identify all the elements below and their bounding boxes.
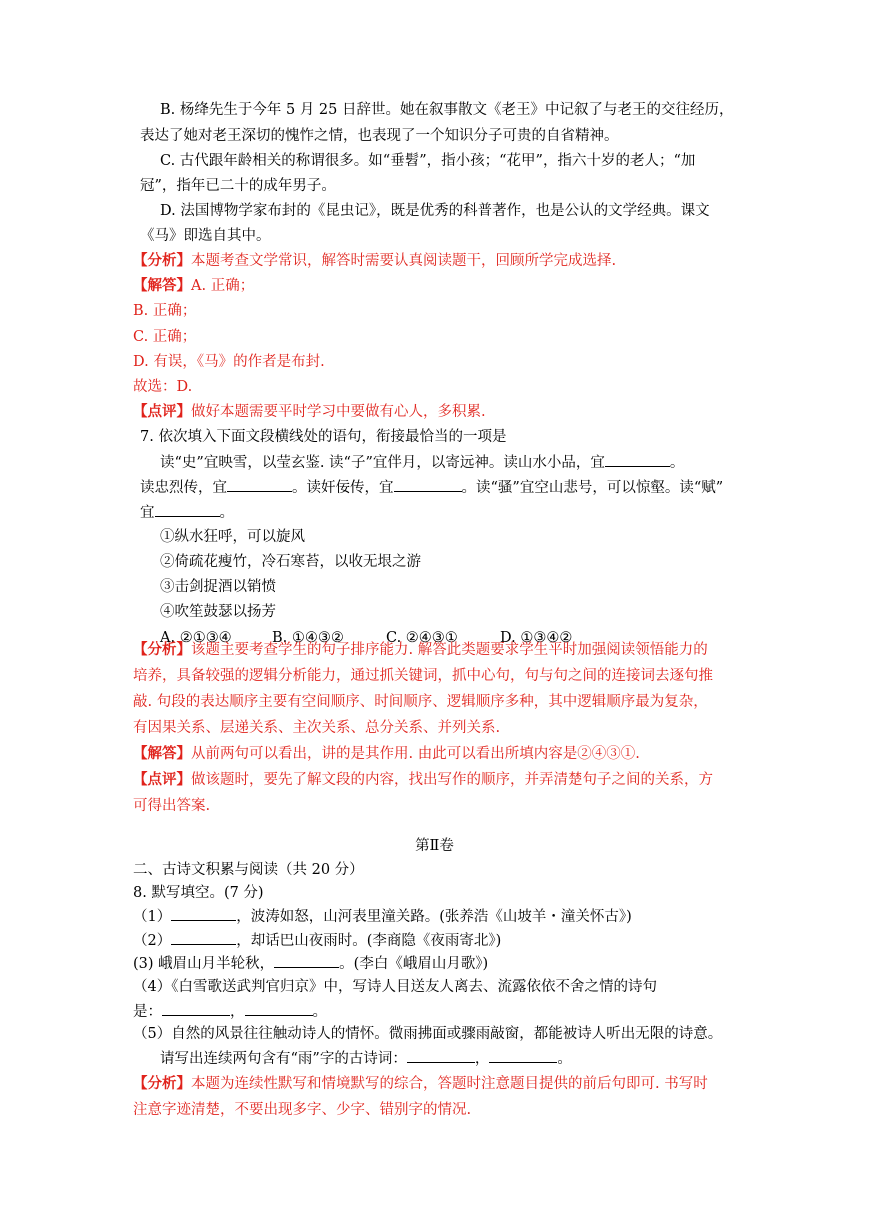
passage-text: 。读奸佞传，宜 <box>292 480 394 496</box>
passage-text: 宜 <box>140 505 155 521</box>
analysis-text: 本题考查文学常识，解答时需要认真阅读题干，回顾所学完成选择. <box>191 253 617 269</box>
q6-option-b-line1: B. 杨绛先生于今年 5 月 25 日辞世。她在叙事散文《老王》中记叙了与老王的交往经历， <box>160 102 734 118</box>
q7-comment-line2: 可得出答案. <box>133 798 211 814</box>
q6-option-d-line2: 《马》即选自其中。 <box>140 228 271 244</box>
answer-text: 从前两句可以看出，讲的是其作用. 由此可以看出所填内容是②④③①. <box>191 746 640 762</box>
passage-text: 。读“骚”宜空山悲号，可以惊壑。读“赋” <box>461 480 724 496</box>
q6-answer <box>133 276 869 296</box>
item-number: （1） <box>133 909 172 925</box>
q8-line2 <box>133 930 869 951</box>
q6-analysis <box>133 251 869 271</box>
fill-blank[interactable] <box>245 1001 313 1016</box>
q8-analysis-line2: 注意字迹清楚，不要出现多字、少字、错别字的情况. <box>133 1102 472 1118</box>
q6-option-c-line1: C. 古代跟年龄相关的称谓很多。如“垂髫”，指小孩；“花甲”，指六十岁的老人；“加 <box>160 153 696 169</box>
q6-answer-b: B. 正确； <box>133 303 197 319</box>
fill-blank[interactable] <box>274 953 339 968</box>
q8-stem: 8. 默写填空。(7 分) <box>133 885 264 901</box>
item-text: ，波涛如怒，山河表里潼关路。(张养浩《山坡羊・潼关怀古》) <box>236 909 632 925</box>
answer-tag: 【解答】 <box>133 745 191 762</box>
comment-tag: 【点评】 <box>133 403 191 420</box>
comment-text: 做好本题需要平时学习中要做有心人，多积累. <box>191 404 486 420</box>
fill-blank[interactable] <box>171 906 236 921</box>
option-b[interactable]: B. ①④③② <box>272 630 344 646</box>
option-d[interactable]: D. ①③④② <box>500 630 573 646</box>
comment-text: 做该题时，要先了解文段的内容，找出写作的顺序，并弄清楚句子之间的关系，方 <box>191 772 713 788</box>
option-c[interactable]: C. ②④③① <box>386 630 458 646</box>
q8-line5-cont <box>160 1048 869 1069</box>
analysis-text: 该题主要考查学生的句子排序能力. 解答此类题要求学生平时加强阅读领悟能力的 <box>191 642 708 658</box>
passage-text: 读忠烈传，宜 <box>140 480 227 496</box>
answer-a: A. 正确； <box>191 278 255 294</box>
q8-line4: （4）《白雪歌送武判官归京》中，写诗人目送友人离去、流露依依不舍之情的诗句 <box>133 979 657 995</box>
q7-analysis-line2: 培养，具备较强的逻辑分析能力，通过抓关键词，抓中心句，句与句之间的连接词去逐句推 <box>133 668 713 684</box>
passage-punct: 。 <box>669 455 685 471</box>
fill-blank[interactable] <box>489 1048 557 1063</box>
q7-item-2: ②倚疏花瘦竹，冷石寒苔，以收无垠之游 <box>160 554 421 570</box>
item-punct: 。 <box>557 1051 572 1067</box>
q8-line4-cont <box>133 1001 869 1022</box>
q7-item-1: ①纵水狂呼，可以旋风 <box>160 529 305 545</box>
item-text: ，却话巴山夜雨时。(李商隐《夜雨寄北》) <box>236 933 502 949</box>
q7-passage-line1 <box>160 452 869 473</box>
q7-analysis-line3: 敲. 句段的表达顺序主要有空间顺序、时间顺序、逻辑顺序多种，其中逻辑顺序最为复杂， <box>133 694 708 710</box>
item-text: 请写出连续两句含有“雨”字的古诗词： <box>160 1051 407 1067</box>
fill-blank[interactable] <box>605 452 670 467</box>
fill-blank[interactable] <box>394 477 462 492</box>
part-two-title: 第Ⅱ卷 <box>415 838 454 854</box>
analysis-tag: 【分析】 <box>133 641 191 658</box>
q7-passage-line3 <box>140 502 869 523</box>
q7-answer <box>133 744 869 764</box>
fill-blank[interactable] <box>227 477 292 492</box>
item-punct: ， <box>230 1004 245 1020</box>
q6-option-d-line1: D. 法国博物学家布封的《昆虫记》，既是优秀的科普著作，也是公认的文学经典。课文 <box>160 203 710 219</box>
q6-option-b-line2: 表达了她对老王深切的愧怍之情，也表现了一个知识分子可贵的自省精神。 <box>140 128 619 144</box>
q6-comment <box>133 402 869 422</box>
q6-option-c-line2: 冠”，指年已二十的成年男子。 <box>140 178 336 194</box>
passage-punct: 。 <box>219 505 234 521</box>
q8-analysis-line1 <box>133 1074 869 1094</box>
fill-blank[interactable] <box>162 1001 230 1016</box>
q6-answer-c: C. 正确； <box>133 329 197 345</box>
option-a[interactable]: A. ②①③④ <box>160 630 232 646</box>
section-heading: 二、古诗文积累与阅读（共 20 分） <box>133 862 364 878</box>
analysis-tag: 【分析】 <box>133 1075 191 1092</box>
item-punct: 。 <box>312 1004 327 1020</box>
analysis-tag: 【分析】 <box>133 252 191 269</box>
q6-answer-d: D. 有误，《马》的作者是布封. <box>133 354 325 370</box>
q7-passage-line2 <box>140 477 869 498</box>
q7-analysis-line4: 有因果关系、层递关系、主次关系、总分关系、并列关系. <box>133 720 501 736</box>
q7-stem: 7. 依次填入下面文段横线处的语句，衔接最恰当的一项是 <box>140 429 507 445</box>
q8-line5: （5）自然的风景往往触动诗人的情怀。微雨拂面或骤雨敲窗，都能被诗人听出无限的诗意。 <box>133 1026 723 1042</box>
analysis-text: 本题为连续性默写和情境默写的综合，答题时注意题目提供的前后句即可. 书写时 <box>191 1076 708 1092</box>
item-text: 。(李白《峨眉山月歌》) <box>339 956 489 972</box>
item-number: （2） <box>133 933 172 949</box>
fill-blank[interactable] <box>155 502 220 517</box>
answer-tag: 【解答】 <box>133 277 191 294</box>
passage-text: 读“史”宜映雪，以莹玄鉴. 读“子”宜伴月，以寄远神。读山水小品，宜 <box>160 455 605 471</box>
item-text: (3) 峨眉山月半轮秋， <box>133 956 275 972</box>
q7-item-4: ④吹笙鼓瑟以扬芳 <box>160 604 276 620</box>
q8-line3 <box>133 953 869 974</box>
q7-analysis-line1 <box>133 640 869 660</box>
q6-answer-choice: 故选：D. <box>133 379 193 395</box>
comment-tag: 【点评】 <box>133 771 191 788</box>
fill-blank[interactable] <box>407 1048 475 1063</box>
item-text: 是： <box>133 1004 162 1020</box>
fill-blank[interactable] <box>171 930 236 945</box>
q7-comment-line1 <box>133 770 869 790</box>
q8-line1 <box>133 906 869 927</box>
q7-item-3: ③击剑捉酒以销愤 <box>160 579 276 595</box>
item-punct: ， <box>474 1051 490 1067</box>
